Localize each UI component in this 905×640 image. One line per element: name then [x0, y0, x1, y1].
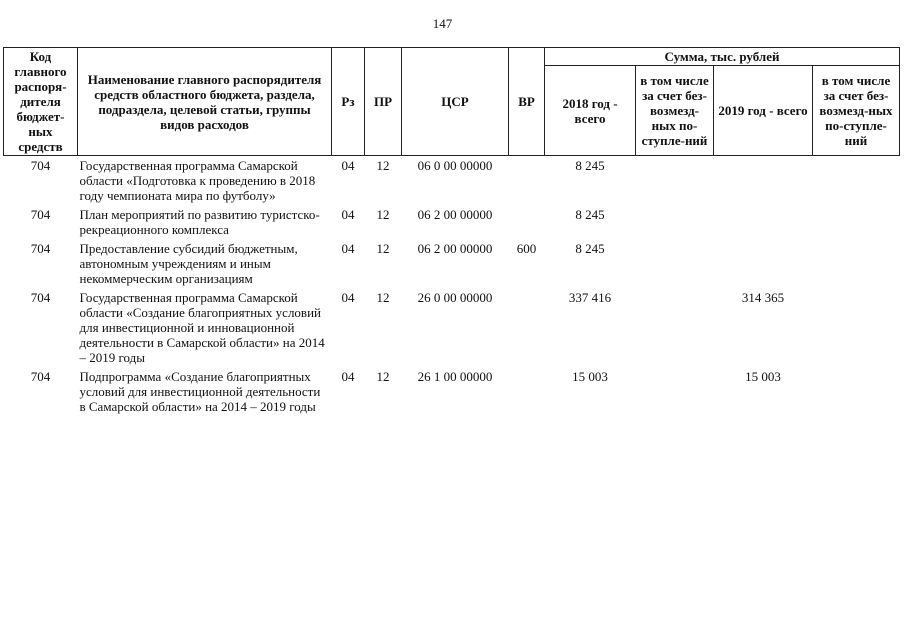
table-row	[4, 206, 900, 240]
cell-vr	[509, 156, 545, 207]
header-sum-group: Сумма, тыс. рублей	[545, 48, 900, 66]
header-name: Наименование главного распорядителя средств областного бюджета, раздела, подраздела, целевой статьи, группы видов расходов	[78, 48, 332, 156]
page-number: 147	[432, 16, 453, 31]
header-code: Код главного распоря-дителя бюджет-ных средств	[4, 48, 78, 156]
cell-code: 704	[30, 207, 51, 222]
cell-2019-free	[813, 206, 900, 240]
cell-pr: 12	[376, 290, 390, 305]
header-rz: Рз	[332, 48, 365, 156]
cell-code: 704	[30, 369, 51, 384]
cell-csr: 26 1 00 00000	[417, 369, 493, 384]
cell-2018-free	[636, 368, 714, 417]
table-row	[4, 289, 900, 368]
table-row	[4, 368, 900, 417]
cell-2019-free	[813, 289, 900, 368]
cell-2018-total: 8 245	[575, 158, 605, 173]
table-body	[4, 156, 900, 418]
cell-2018-total: 8 245	[575, 241, 605, 256]
cell-2018-total: 337 416	[568, 290, 612, 305]
cell-2018-free	[636, 240, 714, 289]
cell-rz: 04	[341, 207, 355, 222]
cell-vr	[509, 206, 545, 240]
cell-pr: 12	[376, 241, 390, 256]
cell-rz: 04	[341, 369, 355, 384]
table-header	[4, 48, 900, 156]
cell-2019-free	[813, 368, 900, 417]
cell-2018-total: 15 003	[572, 369, 608, 384]
cell-2019-total	[714, 206, 813, 240]
cell-name: План мероприятий по развитию туристско-рекреационного комплекса	[79, 207, 320, 237]
cell-rz: 04	[341, 290, 355, 305]
cell-2019-total: 314 365	[741, 290, 785, 305]
cell-vr: 600	[516, 241, 537, 256]
cell-pr: 12	[376, 369, 390, 384]
header-2019-total: 2019 год - всего	[714, 66, 813, 156]
cell-name: Государственная программа Самарской области «Создание благоприятных условий для инвестиционной и инновационной деятельности в Самарской области» на 2014 – 2019 годы	[79, 290, 325, 365]
header-2019-free: в том числе за счет без-возмезд-ных по-ступле-ний	[813, 66, 900, 156]
cell-2019-free	[813, 156, 900, 207]
cell-2018-free	[636, 206, 714, 240]
header-csr: ЦСР	[402, 48, 509, 156]
cell-code: 704	[30, 158, 51, 173]
header-vr: ВР	[509, 48, 545, 156]
cell-2018-total: 8 245	[575, 207, 605, 222]
cell-rz: 04	[341, 158, 355, 173]
cell-csr: 06 0 00 00000	[417, 158, 493, 173]
header-pr: ПР	[365, 48, 402, 156]
header-2018-free: в том числе за счет без-возмезд-ных по-ступле-ний	[636, 66, 714, 156]
header-2018-total: 2018 год - всего	[545, 66, 636, 156]
cell-csr: 06 2 00 00000	[417, 241, 493, 256]
cell-csr: 06 2 00 00000	[417, 207, 493, 222]
table-row	[4, 240, 900, 289]
cell-2019-total: 15 003	[745, 369, 781, 384]
cell-pr: 12	[376, 207, 390, 222]
cell-pr: 12	[376, 158, 390, 173]
cell-rz: 04	[341, 241, 355, 256]
cell-vr	[509, 368, 545, 417]
cell-2018-free	[636, 156, 714, 207]
cell-2019-total	[714, 240, 813, 289]
cell-2019-total	[714, 156, 813, 207]
cell-code: 704	[30, 290, 51, 305]
cell-name: Подпрограмма «Создание благоприятных условий для инвестиционной деятельности в Самарской области» на 2014 – 2019 годы	[79, 369, 321, 414]
table-row	[4, 156, 900, 207]
budget-table	[3, 47, 900, 417]
cell-csr: 26 0 00 00000	[417, 290, 493, 305]
cell-vr	[509, 289, 545, 368]
cell-2018-free	[636, 289, 714, 368]
cell-name: Государственная программа Самарской области «Подготовка к проведению в 2018 году чемпионата мира по футболу»	[79, 158, 316, 203]
cell-name: Предоставление субсидий бюджетным, автономным учреждениям и иным некоммерческим организациям	[79, 241, 298, 286]
cell-2019-free	[813, 240, 900, 289]
cell-code: 704	[30, 241, 51, 256]
